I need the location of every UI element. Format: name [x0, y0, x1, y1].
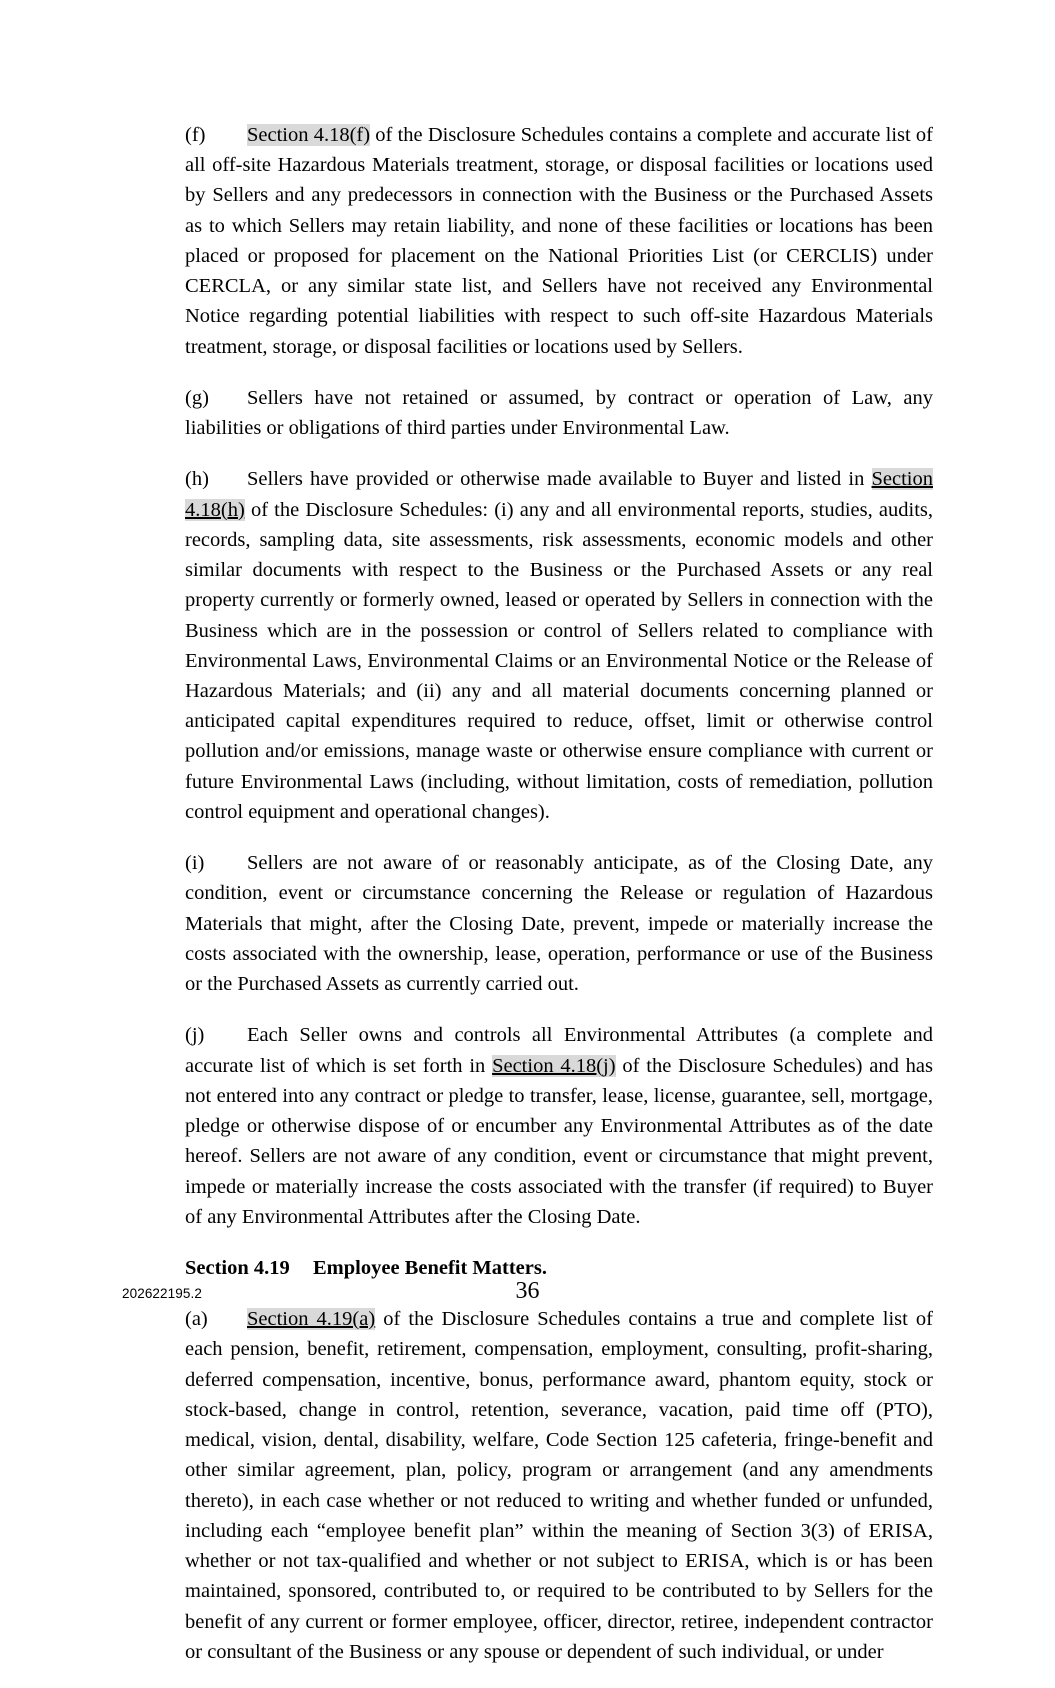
footer-document-id: 202622195.2 — [122, 1286, 202, 1301]
page-footer — [0, 1278, 1055, 1318]
heading-section-number: Section 4.19 — [185, 1256, 290, 1279]
paragraph-marker-f: (f) — [185, 124, 206, 146]
paragraph-j-text-after: of the Disclosure Schedules) and has not entered into any contract or pledge to transfer, lease, license, guarantee, sell, mortgage, pledge or otherwise dispose of or encumber any Environmental Attributes as of the date hereof. Sellers are not aware of any condition, event or circumstance that might prevent, impede or materially increase the costs associated with the transfer (if required) to Buyer of any Environmental Attributes after the Closing Date. — [185, 1054, 934, 1228]
section-reference-419a: Section 4.19(a) — [247, 1308, 376, 1331]
paragraph-g-text: Sellers have not retained or assumed, by contract or operation of Law, any liabilities or obligations of third parties under Environmental Law. — [185, 386, 933, 440]
paragraph-i — [185, 848, 933, 999]
paragraph-marker-h: (h) — [185, 468, 209, 491]
paragraph-f — [185, 120, 933, 362]
section-reference-418h: Section 4.18(h) — [185, 468, 933, 521]
paragraph-marker-419a: (a) — [185, 1308, 208, 1331]
paragraph-j-text-before: Each Seller owns and controls all Environmental Attributes (a complete and accurate list of which is set forth in — [185, 1024, 933, 1077]
section-reference-418j: Section 4.18(j) — [492, 1054, 616, 1077]
paragraph-g — [185, 383, 933, 443]
paragraph-419a-text: of the Disclosure Schedules contains a true and complete list of each pension, benefit, retirement, compensation, employment, consulting, profit-sharing, deferred compensation, incentive, bonus, performance award, phantom equity, stock or stock-based, change in control, retention, severance, vacation, paid time off (PTO), medical, vision, dental, disability, welfare, Code Section 125 cafeteria, fringe-benefit and other similar agreement, plan, policy, program or arrangement (and any amendments thereto), in each case whether or not reduced to writing and whether funded or unfunded, including each “employee benefit plan” within the meaning of Section 3(3) of ERISA, whether or not tax-qualified and whether or not subject to ERISA, which is or has been maintained, sponsored, contributed to, or required to be contributed to by Sellers for the benefit of any current or former employee, officer, director, retiree, independent contractor or consultant of the Business or any spouse or dependent of such individual, or under — [185, 1308, 933, 1663]
paragraph-i-text: Sellers are not aware of or reasonably anticipate, as of the Closing Date, any condition, event or circumstance concerning the Release or regulation of Hazardous Materials that might, after the Closing Date, prevent, impede or materially increase the costs associated with the ownership, lease, operation, performance or use of the Business or the Purchased Assets as currently carried out. — [185, 852, 933, 996]
paragraph-marker-j: (j) — [185, 1024, 205, 1047]
paragraph-f-text: of the Disclosure Schedules contains a complete and accurate list of all off-site Hazardous Materials treatment, storage, or disposal facilities or locations used by Sellers and any predecessors in connection with the Business or the Purchased Assets as to which Sellers may retain liability, and none of these facilities or locations has been placed or proposed for placement on the National Priorities List (or CERCLIS) under CERCLA, or any similar state list, and Sellers have not received any Environmental Notice regarding potential liabilities with respect to such off-site Hazardous Materials treatment, storage, or disposal facilities or locations used by Sellers. — [185, 124, 933, 358]
paragraph-h-text-after: of the Disclosure Schedules: (i) any and all environmental reports, studies, audits, records, sampling data, site assessments, risk assessments, economic models and other similar documents with respect to the Business or the Purchased Assets or any real property currently or formerly owned, leased or operated by Sellers in connection with the Business which are in the possession or control of Sellers related to compliance with Environmental Laws, Environmental Claims or an Environmental Notice or the Release of Hazardous Materials; and (ii) any and all material documents concerning planned or anticipated capital expenditures required to reduce, offset, limit or otherwise control pollution and/or emissions, manage waste or otherwise ensure compliance with current or future Environmental Laws (including, without limitation, costs of remediation, pollution control equipment and operational changes). — [185, 498, 933, 823]
heading-section-title: Employee Benefit Matters. — [313, 1256, 547, 1279]
paragraph-marker-i: (i) — [185, 852, 205, 875]
paragraph-h — [185, 464, 933, 827]
paragraph-419a — [185, 1304, 933, 1667]
section-reference-418f: Section 4.18(f) — [247, 124, 371, 146]
footer-page-number: 36 — [515, 1278, 540, 1304]
paragraph-h-text-before: Sellers have provided or otherwise made available to Buyer and listed in — [247, 468, 872, 491]
paragraph-marker-g: (g) — [185, 386, 209, 409]
paragraph-j — [185, 1020, 933, 1232]
page-body — [185, 120, 933, 1688]
